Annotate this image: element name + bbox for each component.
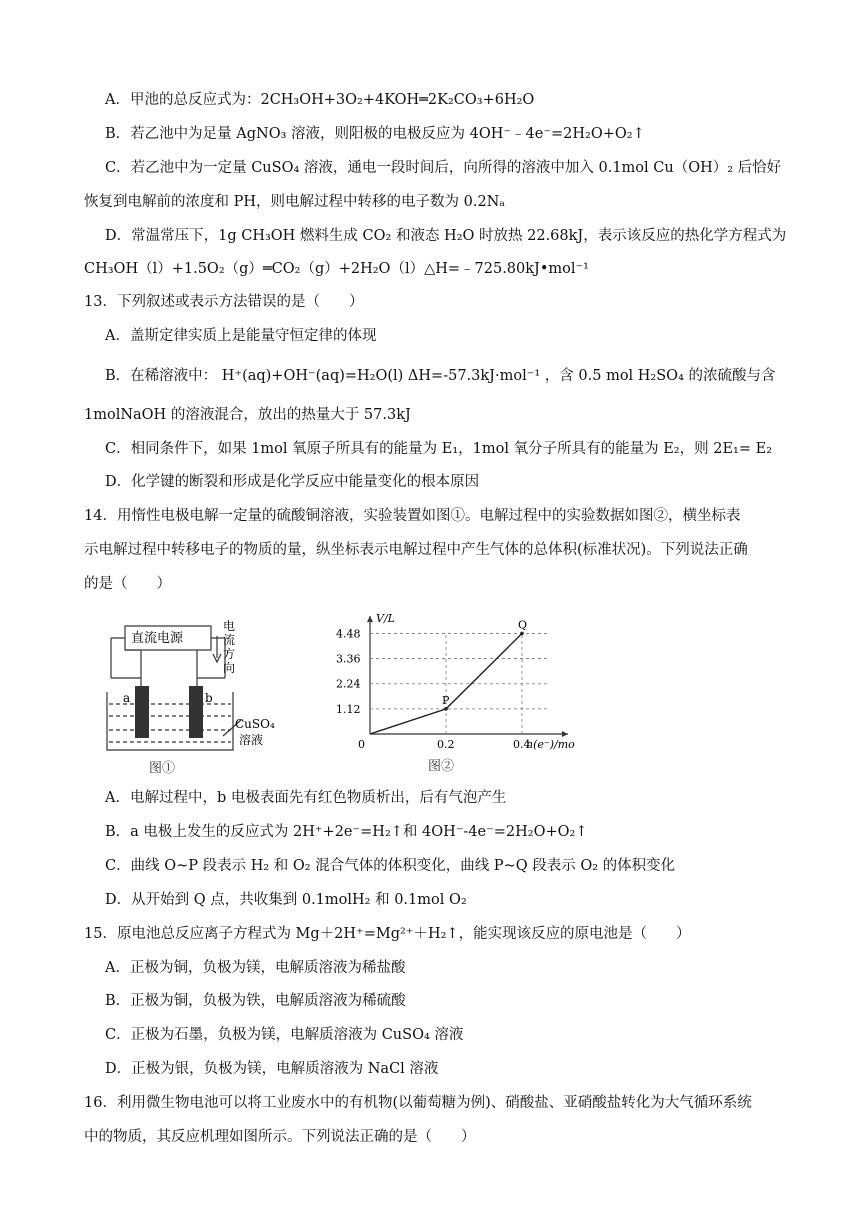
x-tick-label: 0.4 — [513, 738, 531, 751]
figure-1-caption: 图① — [149, 761, 176, 776]
q12-option-d-line1: D．常温常压下，1g CH₃OH 燃料生成 CO₂ 和液态 H₂O 时放热 22.68kJ，表示该反应的热化学方程式为 — [105, 228, 787, 244]
q16-stem-line2: 中的物质，其反应机理如图所示。下列说法正确的是（ ） — [84, 1129, 476, 1145]
q14-option-d: D．从开始到 Q 点，共收集到 0.1molH₂ 和 0.1mol O₂ — [105, 892, 467, 908]
q13-stem: 13．下列叙述或表示方法错误的是（ ） — [84, 294, 364, 310]
q14-option-a: A．电解过程中，b 电极表面先有红色物质析出，后有气泡产生 — [105, 790, 507, 806]
electrode-b-label: b — [205, 691, 213, 705]
solution-label-2: 溶液 — [239, 733, 264, 747]
electrode-b — [189, 686, 203, 738]
q14-option-b: B．a 电极上发生的反应式为 2H⁺+2e⁻=H₂↑和 4OH⁻-4e⁻=2H₂O+O₂↑ — [105, 824, 588, 840]
origin-label: 0 — [358, 738, 365, 751]
figure-2-caption: 图② — [428, 759, 455, 774]
x-tick-label: 0.2 — [437, 738, 455, 751]
q13-option-b-line2: 1molNaOH 的溶液混合，放出的热量大于 57.3kJ — [84, 407, 411, 423]
q14-stem-line2: 示电解过程中转移电子的物质的量，纵坐标表示电解过程中产生气体的总体积(标准状况)。下列说法正确 — [84, 542, 748, 558]
q15-option-a: A．正极为铜，负极为镁，电解质溶液为稀盐酸 — [105, 960, 406, 976]
q14-figures — [105, 612, 575, 782]
q13-option-c: C．相同条件下，如果 1mol 氧原子所具有的能量为 E₁，1mol 氧分子所具有的能量为 E₂，则 2E₁= E₂ — [105, 441, 773, 457]
q16-stem-line1: 16．利用微生物电池可以将工业废水中的有机物(以葡萄糖为例)、硝酸盐、亚硝酸盐转化为大气循环系统 — [84, 1095, 752, 1111]
data-point — [520, 632, 524, 636]
q14-stem-line1: 14．用惰性电极电解一定量的硫酸铜溶液，实验装置如图①。电解过程中的实验数据如图②，横坐标表 — [84, 508, 741, 524]
y-tick-label: 3.36 — [336, 652, 361, 666]
current-label-1: 电 — [223, 619, 236, 633]
q14-option-c: C．曲线 O~P 段表示 H₂ 和 O₂ 混合气体的体积变化，曲线 P~Q 段表示 O₂ 的体积变化 — [105, 858, 676, 874]
y-axis-label: V/L — [376, 612, 395, 625]
q12-option-d-line2: CH₃OH（l）+1.5O₂（g）═CO₂（g）+2H₂O（l）△H=﹣725.80kJ•mol⁻¹ — [84, 261, 589, 277]
q15-stem: 15．原电池总反应离子方程式为 Mg＋2H⁺=Mg²⁺＋H₂↑，能实现该反应的原电池是（ ） — [84, 926, 691, 942]
y-tick-label: 1.12 — [336, 702, 361, 716]
y-axis-arrow — [367, 616, 373, 622]
q15-option-b: B．正极为铜，负极为铁，电解质溶液为稀硫酸 — [105, 993, 406, 1009]
current-label-2: 流 — [223, 633, 236, 647]
data-point — [444, 707, 448, 711]
y-tick-label: 2.24 — [336, 677, 361, 691]
q14-stem-line3: 的是（ ） — [84, 576, 171, 592]
q13-option-b-line1: B．在稀溶液中： H⁺(aq)+OH⁻(aq)=H₂O(l) ΔH=-57.3kJ·mol⁻¹ ，含 0.5 mol H₂SO₄ 的浓硫酸与含 — [105, 368, 776, 384]
solution-label-1: CuSO₄ — [235, 717, 275, 731]
q15-option-c: C．正极为石墨，负极为镁，电解质溶液为 CuSO₄ 溶液 — [105, 1027, 464, 1043]
electrode-a — [135, 686, 149, 738]
y-tick-label: 4.48 — [336, 627, 361, 641]
q12-option-c-line1: C．若乙池中为一定量 CuSO₄ 溶液，通电一段时间后，向所得的溶液中加入 0.1mol Cu（OH）₂ 后恰好 — [105, 160, 782, 176]
q12-option-c-line2: 恢复到电解前的浓度和 PH，则电解过程中转移的电子数为 0.2Nₐ — [84, 194, 505, 210]
q13-option-d: D．化学键的断裂和形成是化学反应中能量变化的根本原因 — [105, 474, 480, 490]
q13-option-a: A．盖斯定律实质上是能量守恒定律的体现 — [105, 328, 377, 344]
q15-option-d: D．正极为银，负极为镁，电解质溶液为 NaCl 溶液 — [105, 1061, 439, 1077]
current-label-3: 方 — [223, 647, 236, 661]
q12-option-a: A．甲池的总反应式为：2CH₃OH+3O₂+4KOH═2K₂CO₃+6H₂O — [105, 92, 535, 108]
power-supply-label: 直流电源 — [131, 631, 184, 646]
q12-option-b: B．若乙池中为足量 AgNO₃ 溶液，则阳极的电极反应为 4OH⁻﹣4e⁻=2H₂O+O₂↑ — [105, 126, 645, 142]
volume-chart — [336, 612, 575, 774]
electrode-a-label: a — [123, 691, 131, 705]
point-label: P — [442, 693, 450, 707]
x-axis-arrow — [562, 731, 568, 737]
current-label-4: 向 — [223, 661, 236, 675]
q14-figure-svg — [105, 612, 575, 782]
point-label: Q — [518, 618, 528, 632]
x-axis-label: n(e⁻)/mol — [526, 738, 575, 751]
